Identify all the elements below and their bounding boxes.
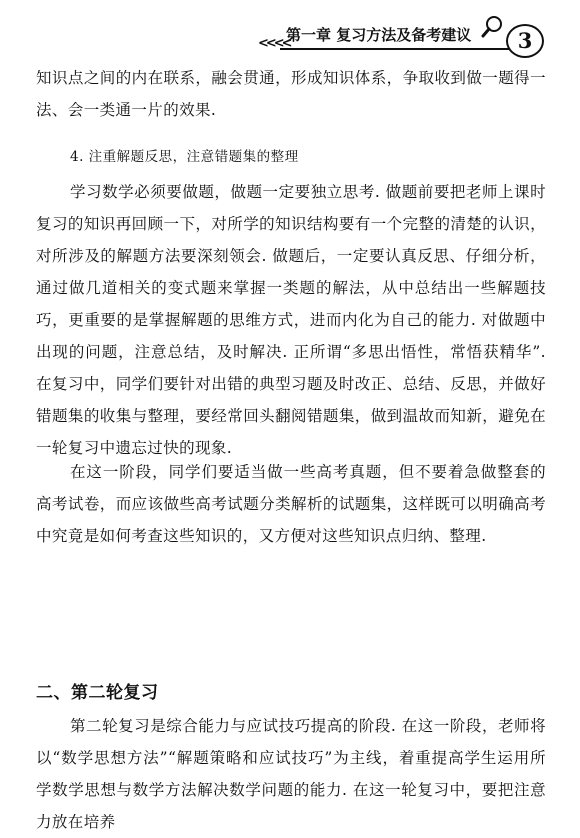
continuation-paragraph: 知识点之间的内在联系，融会贯通，形成知识体系，争取收到做一题得一法、会一类通一片的效果. — [36, 69, 546, 119]
chevron-decoration: <<<< — [258, 36, 290, 51]
magnifier-icon — [480, 14, 506, 40]
page-number: 3 — [506, 24, 544, 58]
header-rule — [280, 48, 532, 50]
study-paragraph: 学习数学必须要做题，做题一定要独立思考. 做题前要把老师上课时复习的知识再回顾一下，对所学的知识结构要有一个完整的清楚的认识，对所涉及的解题方法要深刻领会. 做题后，一定要认真反思、仔细分析，通过做几道相关的变式题来掌握一类题的解法，从中总结出一些解题技巧，更重要的是掌握解题的思维方式，进而内化为自己的能力. 对做题中出现的问题，注意总结，及时解决. 正所谓“多思出悟性，常悟获精华”. 在复习中，同学们要针对出错的典型习题及时改正、总结、反思，并做好错题集的收集与整理，要经常回头翻阅错题集，做到温故而知新，避免在一轮复习中遗忘过快的现象. — [36, 183, 546, 457]
exams-paragraph: 在这一阶段，同学们要适当做一些高考真题，但不要着急做整套的高考试卷，而应该做些高考试题分类解析的试题集，这样既可以明确高考中究竟是如何考查这些知识的，又方便对这些知识点归纳、整理. — [36, 463, 546, 545]
chapter-title: 第一章 复习方法及备考建议 — [286, 26, 472, 44]
round-2-paragraph: 第二轮复习是综合能力与应试技巧提高的阶段. 在这一阶段，老师将以“数学思想方法”“解题策略和应试技巧”为主线，着重提高学生运用所学数学思想与数学方法解决数学问题的能力. 在这一轮复习中，要把注意力放在培养 — [36, 717, 546, 831]
running-header — [258, 14, 578, 54]
section-heading-round-2: 二、第二轮复习 — [36, 683, 159, 703]
subheading-4: 4. 注重解题反思，注意错题集的整理 — [70, 149, 299, 165]
